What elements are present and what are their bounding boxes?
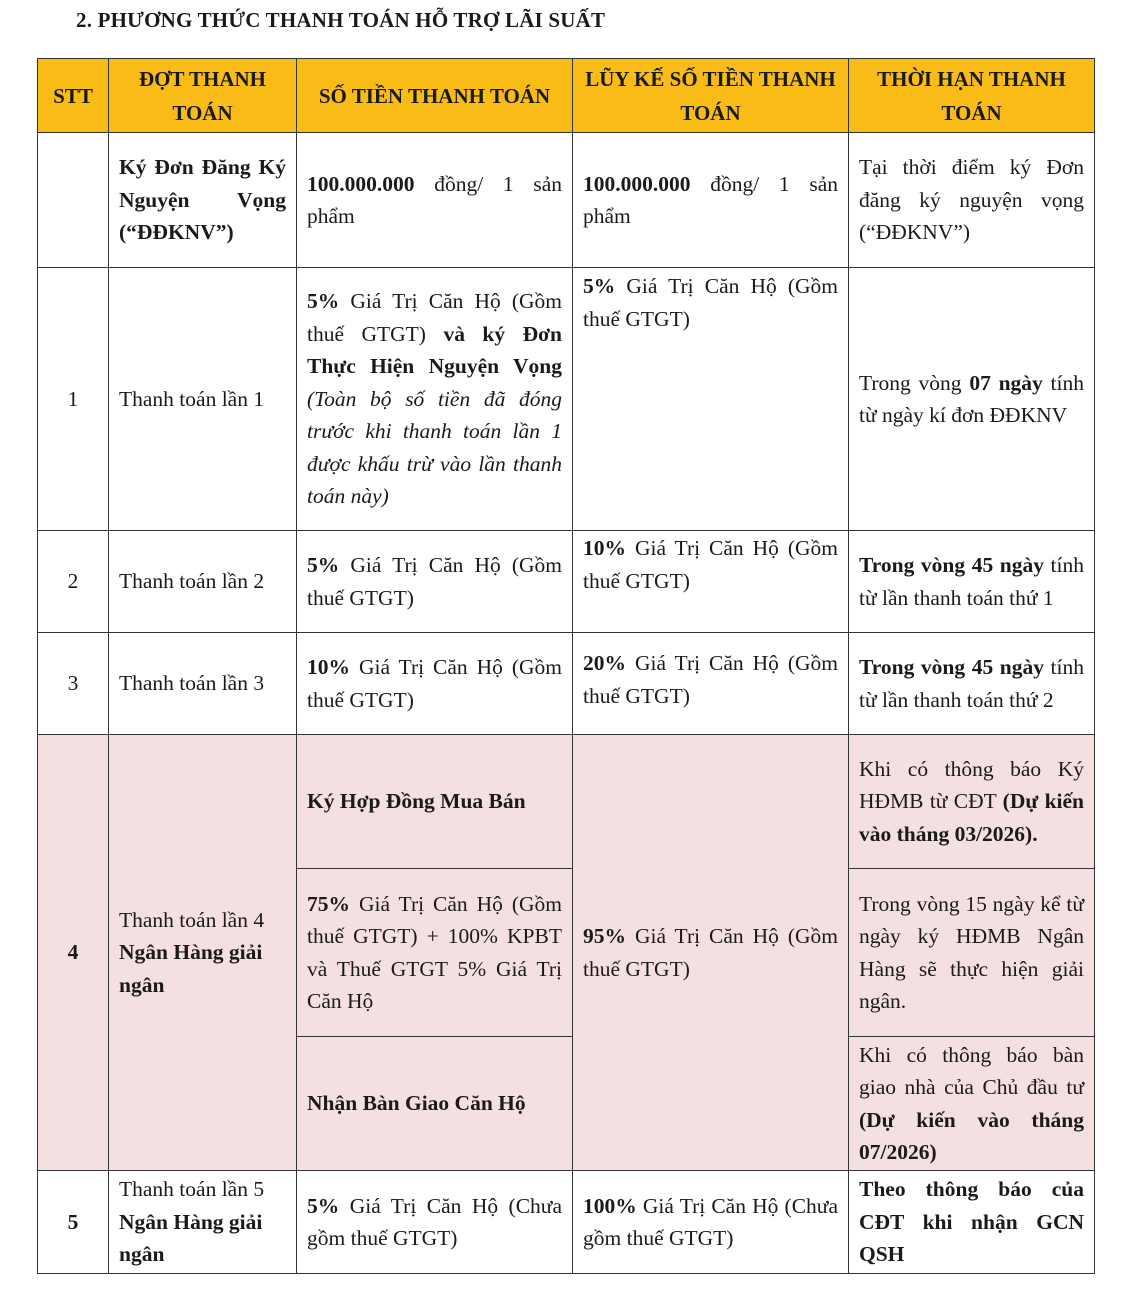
cumulative-text: Giá Trị Căn Hộ (Gồm thuế GTGT) <box>583 651 838 708</box>
phase-text: Ký Đơn Đăng Ký Nguyện Vọng (“ĐĐKNV”) <box>119 155 286 245</box>
cumulative-cell <box>573 531 849 633</box>
deadline-text: Trong vòng <box>859 370 970 395</box>
deadline-cell <box>849 869 1095 1037</box>
header-payment-phase: ĐỢT THANH TOÁN <box>109 59 297 133</box>
deadline-bold: Trong vòng 45 ngày <box>859 553 1044 577</box>
table-row <box>38 268 1095 531</box>
deadline-cell <box>849 633 1095 735</box>
cumulative-value: 20% <box>583 651 626 675</box>
table-row <box>38 1171 1095 1274</box>
stt-value: 5 <box>67 1209 79 1234</box>
amount-text: Giá Trị Căn Hộ (Chưa gồm thuế GTGT) <box>307 1193 562 1250</box>
cumulative-value: 95% <box>583 924 626 948</box>
cumulative-cell <box>573 633 849 735</box>
deadline-bold: (Dự kiến vào tháng 07/2026) <box>859 1107 1084 1164</box>
section-title: 2. PHƯƠNG THỨC THANH TOÁN HỖ TRỢ LÃI SUẤT <box>76 8 606 32</box>
deadline-cell <box>849 1171 1095 1274</box>
deadline-cell <box>849 133 1095 268</box>
amount-value: Nhận Bàn Giao Căn Hộ <box>307 1091 526 1116</box>
cumulative-value: 10% <box>583 536 626 560</box>
amount-value: 5% <box>307 289 340 314</box>
table-row <box>38 633 1095 735</box>
deadline-text: Khi có thông báo bàn giao nhà của Chủ đầu tư <box>859 1042 1084 1099</box>
payment-schedule-table <box>37 58 1095 1274</box>
phase-cell <box>109 268 297 531</box>
amount-text: đồng/ 1 sản phẩm <box>307 171 562 228</box>
amount-value: 5% <box>307 1193 340 1218</box>
phase-cell <box>109 531 297 633</box>
amount-cell <box>297 633 573 735</box>
header-amount: SỐ TIỀN THANH TOÁN <box>297 59 573 133</box>
header-cumulative: LŨY KẾ SỐ TIỀN THANH TOÁN <box>573 59 849 133</box>
deadline-text: tính từ lần thanh toán thứ 2 <box>859 655 1084 712</box>
cumulative-text: Giá Trị Căn Hộ (Gồm thuế GTGT) <box>583 924 838 981</box>
deadline-text: Trong vòng 15 ngày kể từ ngày ký HĐMB Ngân Hàng sẽ thực hiện giải ngân. <box>859 891 1084 1013</box>
phase-bold: Ngân Hàng giải ngân <box>119 1209 263 1267</box>
phase-text: Thanh toán lần 2 <box>119 569 265 594</box>
phase-text: Thanh toán lần 3 <box>119 671 265 696</box>
phase-cell <box>109 633 297 735</box>
deadline-text: tính từ lần thanh toán thứ 1 <box>859 553 1084 610</box>
cumulative-value: 100% <box>583 1193 637 1218</box>
deadline-cell <box>849 735 1095 869</box>
header-stt: STT <box>38 59 109 133</box>
amount-note-bold: và ký Đơn Thực Hiện Nguyện Vọng <box>307 321 562 379</box>
phase-cell <box>109 1171 297 1274</box>
amount-cell <box>297 1037 573 1171</box>
deadline-bold: Trong vòng 45 ngày <box>859 655 1044 679</box>
cumulative-cell <box>573 133 849 268</box>
cumulative-text: Giá Trị Căn Hộ (Gồm thuế GTGT) <box>583 274 838 331</box>
amount-text: Giá Trị Căn Hộ (Gồm thuế GTGT) + 100% KPBT và Thuế GTGT 5% Giá Trị Căn Hộ <box>307 891 562 1013</box>
phase-text: Thanh toán lần 1 <box>119 386 265 411</box>
header-deadline: THỜI HẠN THANH TOÁN <box>849 59 1095 133</box>
stt-cell: 2 <box>38 531 109 633</box>
table-row <box>38 133 1095 268</box>
deadline-text: tính từ ngày kí đơn ĐĐKNV <box>859 370 1084 427</box>
deadline-cell <box>849 268 1095 531</box>
amount-note-italic: (Toàn bộ số tiền đã đóng trước khi thanh toán lần 1 được khấu trừ vào lần thanh toán này) <box>307 386 562 509</box>
stt-cell <box>38 735 109 1171</box>
amount-value: 75% <box>307 891 350 916</box>
deadline-bold: Theo thông báo của CĐT khi nhận GCN QSH <box>859 1177 1084 1267</box>
cumulative-value: 100.000.000 <box>583 171 691 196</box>
cumulative-text: Giá Trị Căn Hộ (Chưa gồm thuế GTGT) <box>583 1193 838 1250</box>
amount-value: 10% <box>307 655 350 679</box>
phase-bold: Ngân Hàng giải ngân <box>119 940 263 997</box>
cumulative-text: Giá Trị Căn Hộ (Gồm thuế GTGT) <box>583 536 838 593</box>
amount-cell <box>297 133 573 268</box>
stt-cell <box>38 133 109 268</box>
table-row <box>38 531 1095 633</box>
deadline-bold: (Dự kiến vào tháng 03/2026). <box>859 789 1084 846</box>
deadline-cell <box>849 531 1095 633</box>
stt-value: 4 <box>67 940 79 965</box>
amount-text: Giá Trị Căn Hộ (Gồm thuế GTGT) <box>307 553 562 610</box>
stt-cell: 1 <box>38 268 109 531</box>
amount-cell <box>297 531 573 633</box>
cumulative-value: 5% <box>583 274 616 298</box>
phase-text: Thanh toán lần 5 <box>119 1177 265 1202</box>
deadline-text: Khi có thông báo Ký HĐMB từ CĐT <box>859 756 1084 814</box>
amount-cell <box>297 735 573 869</box>
phase-cell <box>109 133 297 268</box>
phase-cell <box>109 735 297 1171</box>
cumulative-cell <box>573 1171 849 1274</box>
amount-cell <box>297 869 573 1037</box>
amount-value: Ký Hợp Đồng Mua Bán <box>307 789 526 814</box>
amount-value: 100.000.000 <box>307 171 415 196</box>
amount-text: Giá Trị Căn Hộ (Gồm thuế GTGT) <box>307 655 562 712</box>
phase-text: Thanh toán lần 4 <box>119 907 265 932</box>
cumulative-cell <box>573 735 849 1171</box>
deadline-cell <box>849 1037 1095 1171</box>
amount-value: 5% <box>307 553 340 577</box>
table-row <box>38 735 1095 869</box>
deadline-text: Tại thời điểm ký Đơn đăng ký nguyện vọng (“ĐĐKNV”) <box>859 155 1084 245</box>
table-header-row <box>38 59 1095 133</box>
stt-cell: 3 <box>38 633 109 735</box>
amount-cell <box>297 1171 573 1274</box>
amount-text: Giá Trị Căn Hộ (Gồm thuế GTGT) <box>307 289 562 346</box>
deadline-bold: 07 ngày <box>969 370 1043 395</box>
cumulative-cell <box>573 268 849 531</box>
amount-cell <box>297 268 573 531</box>
stt-cell <box>38 1171 109 1274</box>
cumulative-text: đồng/ 1 sản phẩm <box>583 171 838 228</box>
